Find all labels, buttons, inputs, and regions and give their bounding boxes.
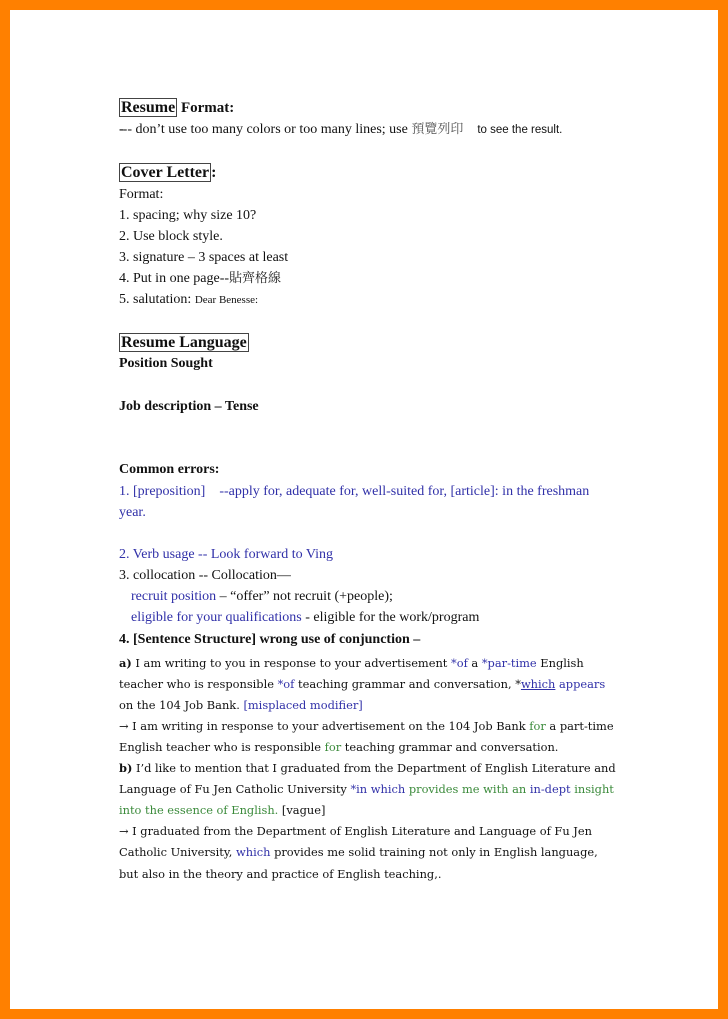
text: a xyxy=(467,656,482,670)
common-errors-heading: Common errors: xyxy=(119,462,220,477)
example-a-line xyxy=(119,697,363,713)
error-mark: *in which xyxy=(350,782,406,796)
list-item: 3. signature – 3 spaces at least xyxy=(119,250,289,265)
example-b-line xyxy=(119,760,616,776)
text: English xyxy=(536,656,584,670)
wrong-phrase: eligible for your qualifications xyxy=(131,610,302,625)
heading-rest: : xyxy=(211,164,217,181)
green-text: provides me with an xyxy=(405,782,530,796)
resume-language-heading xyxy=(119,335,249,352)
item-text: 5. salutation: xyxy=(119,292,195,307)
error-mark: *of xyxy=(277,677,295,691)
example-b-fix: → I graduated from the Department of English Literature and Language of Fu Jen xyxy=(119,824,592,838)
tip-cjk: 預覽列印 xyxy=(411,122,464,137)
format-label: Format: xyxy=(119,187,164,202)
text: teaching grammar and conversation. xyxy=(341,740,559,754)
error-note: [vague] xyxy=(278,803,326,817)
error-mark: *par-time xyxy=(481,656,537,670)
text: → I am writing in response to your advertisement on the 104 Job Bank xyxy=(119,719,530,733)
boxed-title: Cover Letter xyxy=(121,164,210,181)
error-mark: in-dept xyxy=(529,782,571,796)
text: English teacher who is responsible xyxy=(119,740,325,754)
text: teacher who is responsible xyxy=(119,677,278,691)
green-text: into the essence of English. xyxy=(119,803,279,817)
note: - eligible for the work/program xyxy=(301,610,480,625)
example-a-line xyxy=(119,655,584,671)
example-b-line xyxy=(119,781,614,797)
correction: for xyxy=(529,719,546,733)
example-a-fix xyxy=(119,739,558,755)
item-text: 4. Put in one page-- xyxy=(119,271,230,286)
note: – “offer” not recruit (+people); xyxy=(216,589,393,604)
text: I am writing to you in response to your advertisement xyxy=(131,656,452,670)
label: a) xyxy=(119,656,132,670)
tip-text: -- don’t use too many colors or too many lines; use xyxy=(122,122,412,137)
text: a part-time xyxy=(545,719,614,733)
list-item: 2. Use block style. xyxy=(119,229,223,244)
cover-letter-heading xyxy=(119,165,216,182)
position-sought: Position Sought xyxy=(119,356,213,371)
wrong-phrase: recruit position xyxy=(131,589,217,604)
resume-format-tip: --- don’t use too many colors or too many lines; use 預覽列印 to see the result. xyxy=(119,122,563,137)
list-item xyxy=(119,292,258,308)
list-item: 1. spacing; why size 10? xyxy=(119,208,257,223)
example-b-fix: but also in the theory and practice of English teaching,. xyxy=(119,867,442,881)
example-a-fix xyxy=(119,718,614,734)
text: Language of Fu Jen Catholic University xyxy=(119,782,351,796)
error-mark: *of xyxy=(451,656,468,670)
example-a-line xyxy=(119,676,605,692)
job-description: Job description – Tense xyxy=(119,399,259,414)
error-3: 3. collocation -- Collocation— xyxy=(119,568,291,583)
tip-end: to see the result. xyxy=(477,124,563,136)
error-1-cont: year. xyxy=(119,505,146,520)
list-item xyxy=(119,271,281,287)
boxed-title: Resume xyxy=(121,99,176,116)
error-4: 4. [Sentence Structure] wrong use of conjunction – xyxy=(119,632,421,647)
item-cjk: 貼齊格線 xyxy=(229,271,282,286)
text: on the 104 Job Bank. xyxy=(119,698,244,712)
error-1: 1. [preposition] --apply for, adequate for, well-suited for, [article]: in the freshman xyxy=(119,484,590,499)
error-mark: appears xyxy=(555,677,606,691)
text: Catholic University, xyxy=(119,845,236,859)
example-b-fix xyxy=(119,844,598,860)
text: teaching grammar and conversation, * xyxy=(294,677,521,691)
error-2: 2. Verb usage -- Look forward to Ving xyxy=(119,547,334,562)
example-b-line xyxy=(119,802,325,818)
boxed-title: Resume Language xyxy=(121,334,247,351)
correction: for xyxy=(324,740,342,754)
error-3-example-2 xyxy=(131,610,479,626)
heading-rest: Format: xyxy=(177,100,235,116)
text: provides me solid training not only in English language, xyxy=(270,845,598,859)
label: b) xyxy=(119,761,133,775)
correction: which xyxy=(236,845,271,859)
error-note: [misplaced modifier] xyxy=(243,698,363,712)
salutation-example: Dear Benesse: xyxy=(194,294,259,306)
text: I’d like to mention that I graduated from the Department of English Literature and xyxy=(132,761,616,775)
error-3-example-1 xyxy=(131,589,393,605)
error-mark: which xyxy=(520,677,556,691)
resume-format-heading xyxy=(119,100,234,117)
green-text: insight xyxy=(570,782,614,796)
